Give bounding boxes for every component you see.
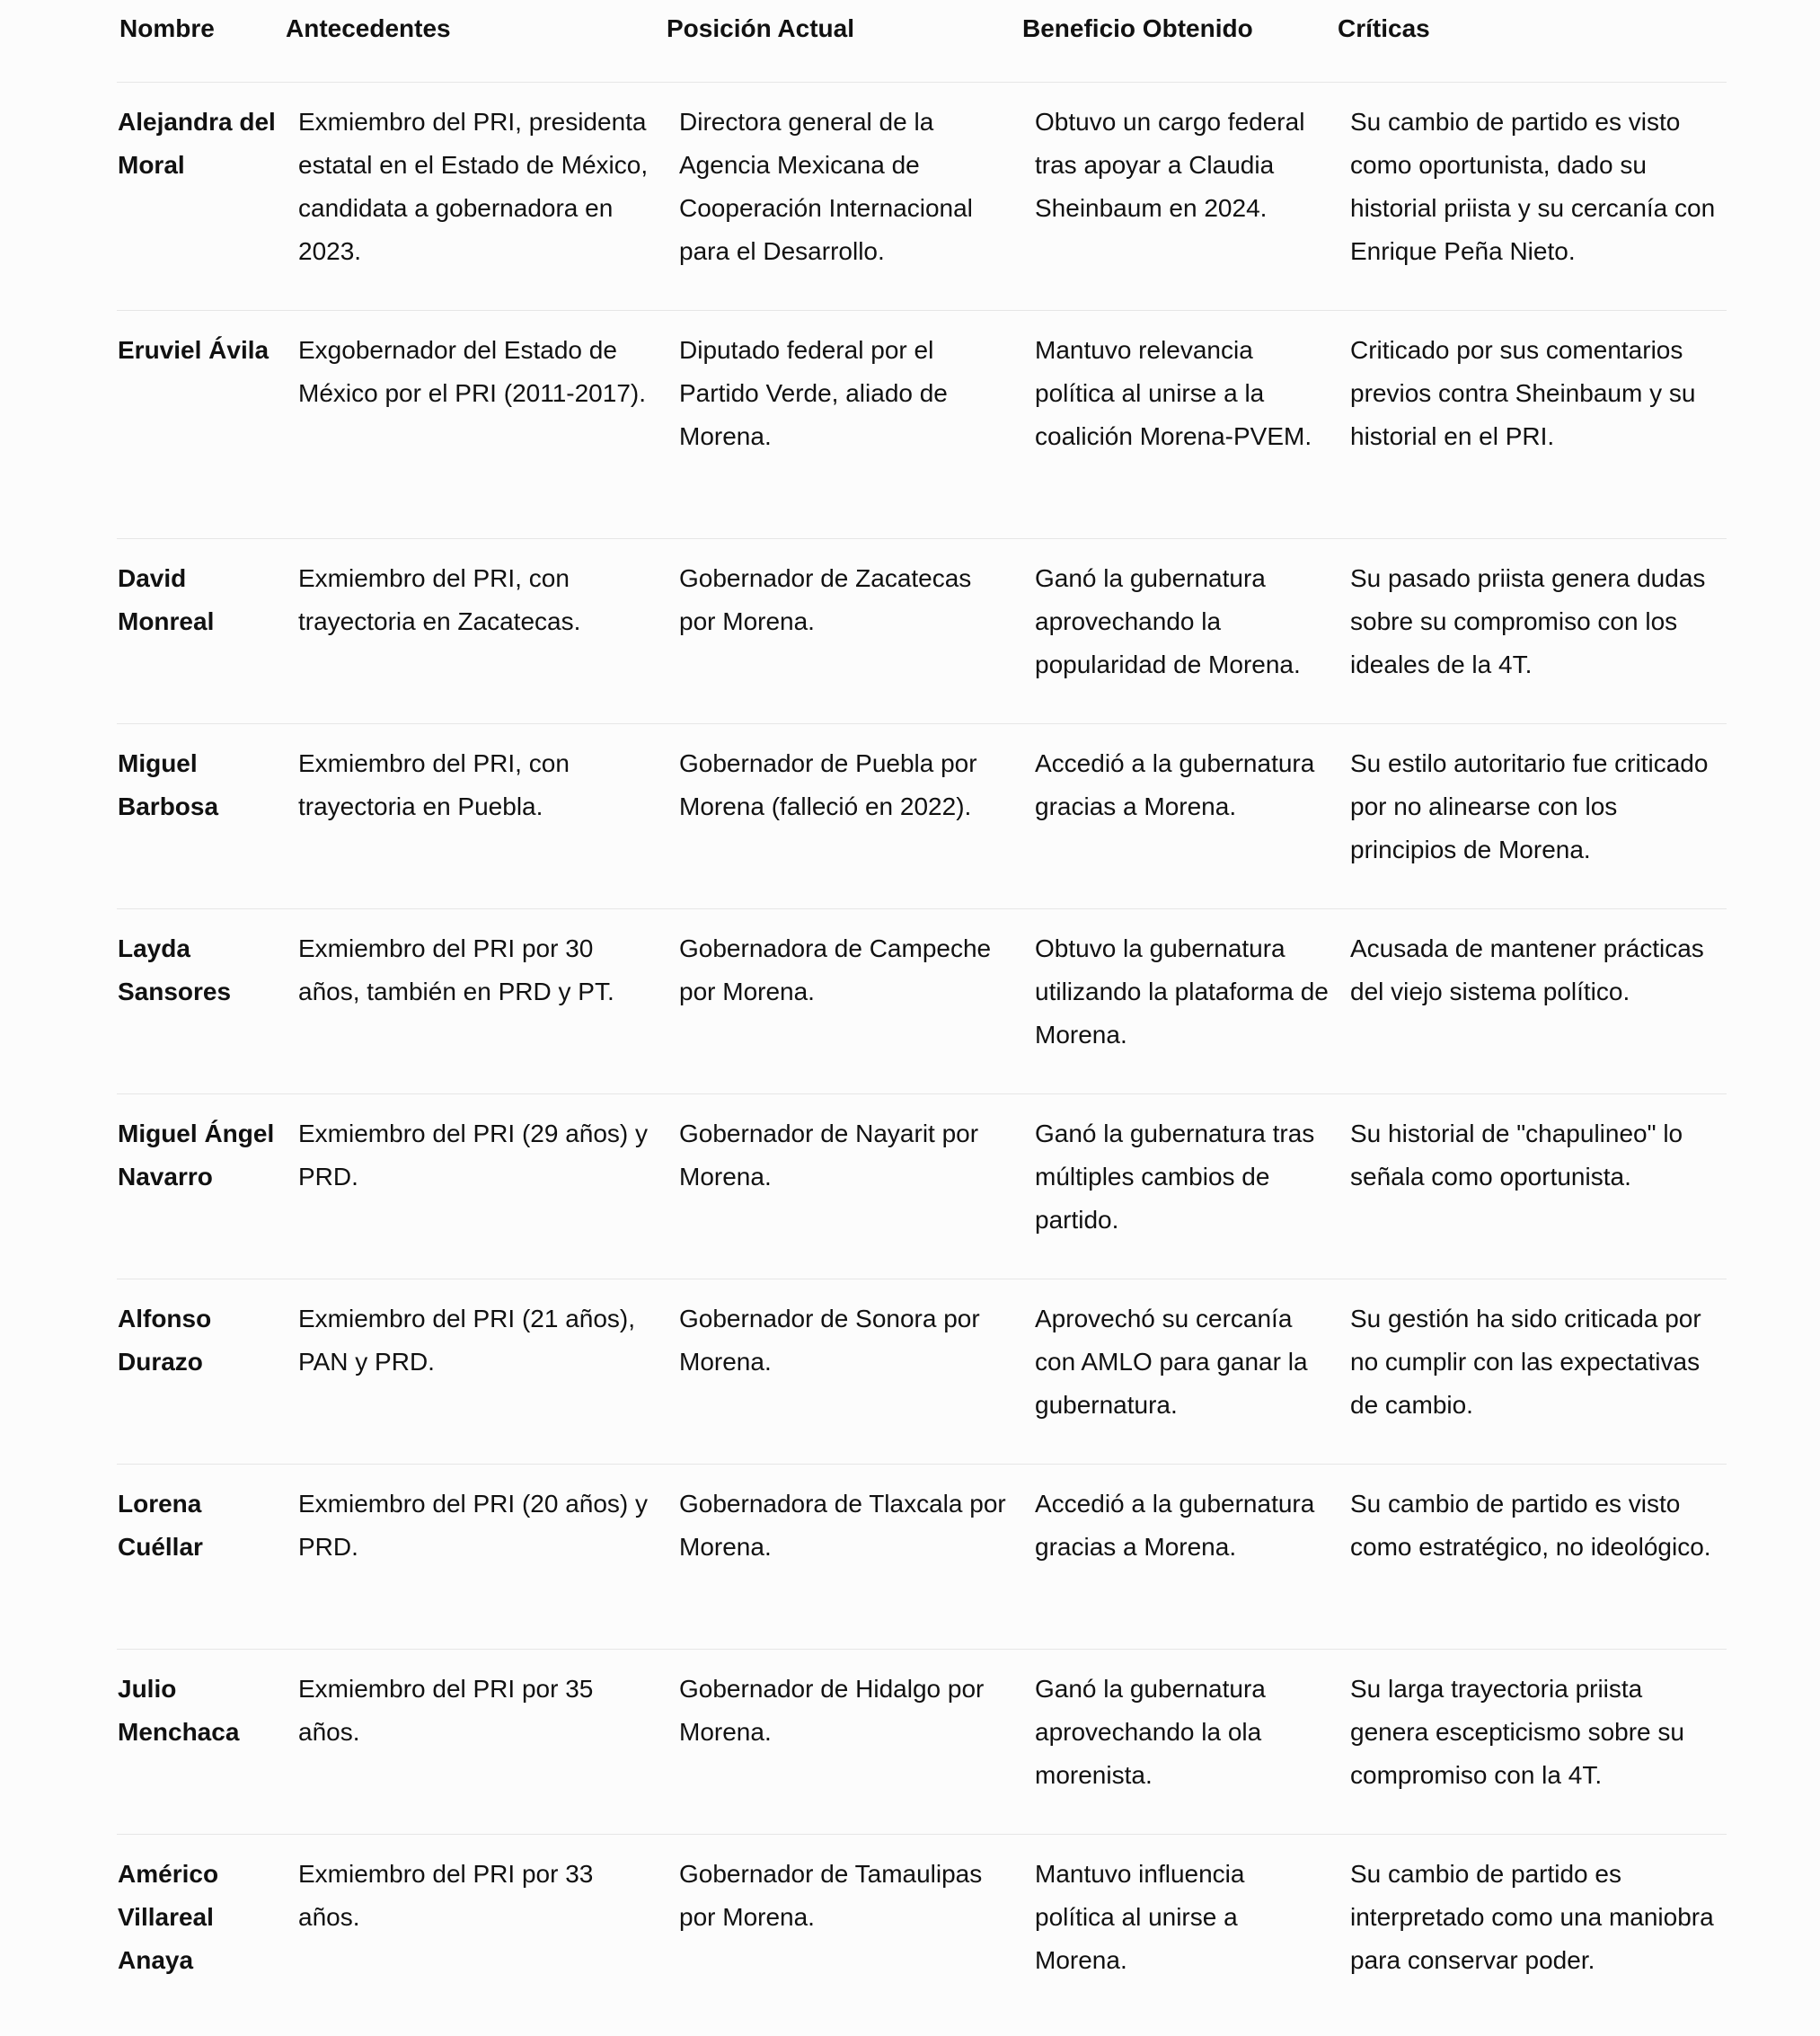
cell-criticas: Acusada de mantener prácticas del viejo sistema político. [1338,908,1727,1093]
cell-posicion: Gobernador de Zacatecas por Morena. [667,538,1022,723]
cell-antecedentes: Exmiembro del PRI por 33 años. [298,1859,594,1931]
cell-posicion: Gobernadora de Tlaxcala por Morena. [667,1464,1022,1649]
cell-antecedentes: Exmiembro del PRI por 35 años. [286,1649,667,1834]
cell-beneficio: Ganó la gubernatura tras múltiples cambios de partido. [1022,1093,1338,1279]
cell-beneficio: Ganó la gubernatura aprovechando la ola morenista. [1022,1649,1338,1834]
table-row [117,1093,1727,1279]
cell-nombre: David Monreal [117,538,286,723]
politicians-table [117,0,1727,2019]
cell-beneficio: Mantuvo relevancia política al unirse a la coalición Morena-PVEM. [1022,310,1338,538]
cell-beneficio: Accedió a la gubernatura gracias a Morena. [1022,723,1338,908]
header-posicion-actual: Posición Actual [667,0,1022,82]
cell-criticas: Su cambio de partido es visto como oportunista, dado su historial priista y su cercanía con Enrique Peña Nieto. [1338,82,1727,310]
cell-beneficio: Aprovechó su cercanía con AMLO para ganar la gubernatura. [1022,1279,1338,1464]
cell-criticas: Su cambio de partido es interpretado como una maniobra para conservar poder. [1350,1859,1714,1974]
comparison-table-container [117,0,1727,2019]
cell-antecedentes: Exmiembro del PRI, presidenta estatal en el Estado de México, candidata a gobernadora en 2023. [286,82,667,310]
cell-criticas: Su cambio de partido es visto como estratégico, no ideológico. [1338,1464,1727,1649]
header-criticas: Críticas [1338,0,1727,82]
header-antecedentes: Antecedentes [286,0,667,82]
cell-criticas: Su pasado priista genera dudas sobre su compromiso con los ideales de la 4T. [1338,538,1727,723]
table-row [117,538,1727,723]
cell-posicion: Diputado federal por el Partido Verde, aliado de Morena. [667,310,1022,538]
table-row [117,723,1727,908]
cell-criticas: Su estilo autoritario fue criticado por no alinearse con los principios de Morena. [1338,723,1727,908]
table-row [117,82,1727,310]
cell-beneficio: Obtuvo la gubernatura utilizando la plataforma de Morena. [1022,908,1338,1093]
cell-beneficio: Obtuvo un cargo federal tras apoyar a Claudia Sheinbaum en 2024. [1022,82,1338,310]
cell-antecedentes: Exmiembro del PRI (21 años), PAN y PRD. [286,1279,667,1464]
cell-posicion: Gobernador de Puebla por Morena (falleció en 2022). [667,723,1022,908]
table-row [117,1649,1727,1834]
header-row [117,0,1727,82]
table-body [117,82,1727,2019]
cell-nombre: Américo Villareal Anaya [118,1859,219,1974]
cell-posicion: Gobernadora de Campeche por Morena. [667,908,1022,1093]
cell-nombre: Alejandra del Moral [117,82,286,310]
cell-posicion: Gobernador de Tamaulipas por Morena. [679,1859,983,1931]
cell-nombre: Lorena Cuéllar [117,1464,286,1649]
cell-antecedentes: Exmiembro del PRI (29 años) y PRD. [286,1093,667,1279]
table-header [117,0,1727,82]
table-row [117,1834,1727,2019]
cell-criticas: Su gestión ha sido criticada por no cumplir con las expectativas de cambio. [1338,1279,1727,1464]
cell-criticas: Su historial de "chapulineo" lo señala como oportunista. [1338,1093,1727,1279]
cell-posicion: Directora general de la Agencia Mexicana de Cooperación Internacional para el Desarrollo. [667,82,1022,310]
table-row [117,1464,1727,1649]
cell-nombre: Alfonso Durazo [117,1279,286,1464]
header-beneficio-obtenido: Beneficio Obtenido [1022,0,1338,82]
cell-beneficio: Ganó la gubernatura aprovechando la popularidad de Morena. [1022,538,1338,723]
cell-nombre: Julio Menchaca [117,1649,286,1834]
cell-criticas: Criticado por sus comentarios previos contra Sheinbaum y su historial en el PRI. [1338,310,1727,538]
cell-nombre: Miguel Ángel Navarro [117,1093,286,1279]
cell-nombre: Eruviel Ávila [117,310,286,538]
cell-antecedentes: Exmiembro del PRI, con trayectoria en Puebla. [286,723,667,908]
cell-posicion: Gobernador de Sonora por Morena. [667,1279,1022,1464]
cell-criticas: Su larga trayectoria priista genera escepticismo sobre su compromiso con la 4T. [1338,1649,1727,1834]
cell-nombre: Layda Sansores [117,908,286,1093]
table-row [117,908,1727,1093]
cell-antecedentes: Exmiembro del PRI por 30 años, también en PRD y PT. [286,908,667,1093]
cell-posicion: Gobernador de Hidalgo por Morena. [667,1649,1022,1834]
table-row [117,1279,1727,1464]
cell-nombre: Miguel Barbosa [117,723,286,908]
header-nombre: Nombre [117,0,286,82]
cell-antecedentes: Exmiembro del PRI (20 años) y PRD. [286,1464,667,1649]
cell-posicion: Gobernador de Nayarit por Morena. [667,1093,1022,1279]
cell-antecedentes: Exmiembro del PRI, con trayectoria en Zacatecas. [286,538,667,723]
cell-antecedentes: Exgobernador del Estado de México por el PRI (2011-2017). [286,310,667,538]
cell-beneficio: Mantuvo influencia política al unirse a Morena. [1035,1859,1245,1974]
cell-beneficio: Accedió a la gubernatura gracias a Morena. [1022,1464,1338,1649]
table-row [117,310,1727,538]
